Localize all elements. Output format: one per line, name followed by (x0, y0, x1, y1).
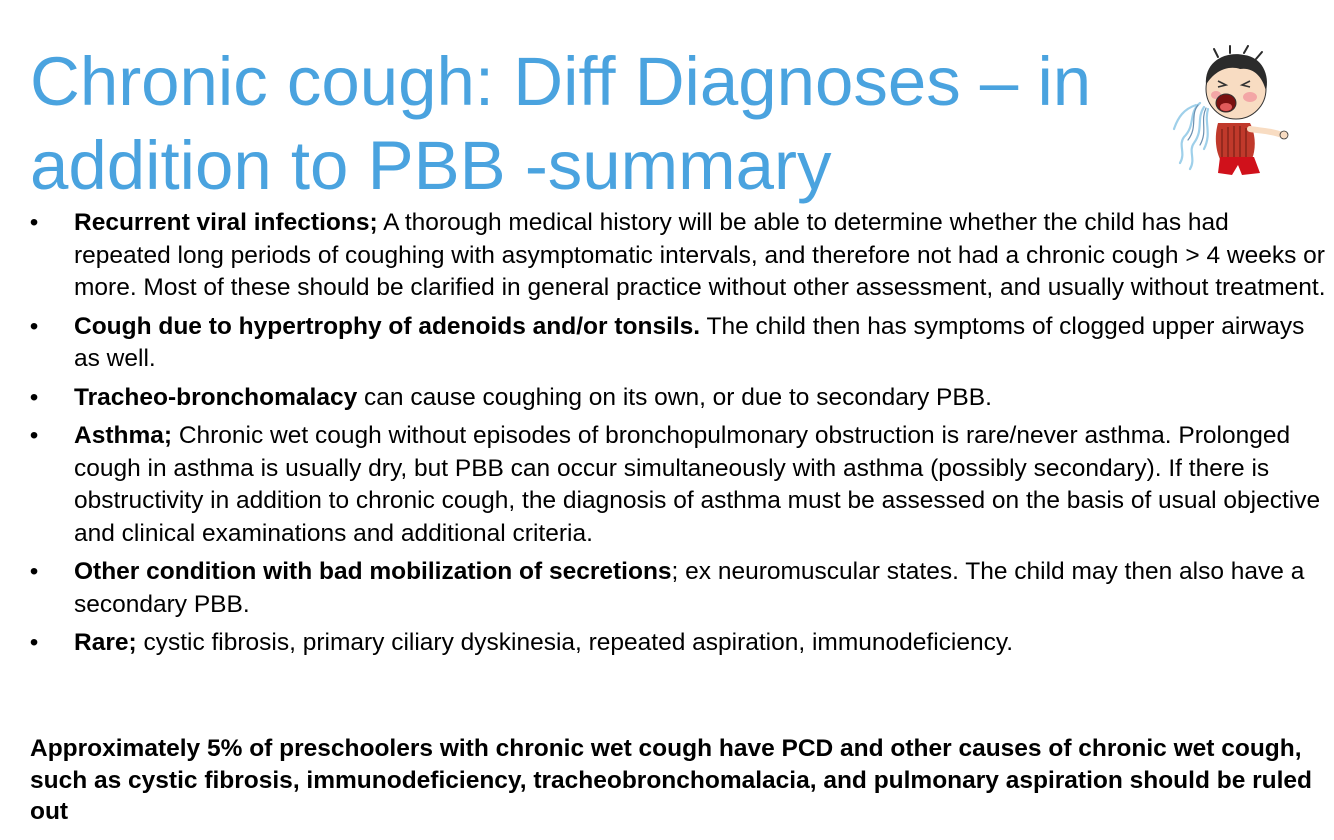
coughing-child-icon (1170, 45, 1292, 180)
bullet-lead: Rare; (74, 629, 137, 656)
bullet-marker: • (29, 629, 39, 656)
bullet-text: A thorough medical history will be able to determine whether the child has had repeated long periods of coughing with asymptomatic intervals, and therefore not had a chronic cough > 4 weeks or more. Most of these should be clarified in general practice without other assessment, and usually without treatment. (74, 209, 1326, 301)
bullet-item-other-condition (28, 556, 1328, 621)
slide-title-line-2: addition to PBB -summary (30, 127, 832, 204)
summary-statement: Approximately 5% of preschoolers with chronic wet cough have PCD and other causes of chronic wet cough, such as cystic fibrosis, immunodeficiency, tracheobronchomalacia, and pulmonary aspiration should be ruled out (30, 735, 1313, 825)
bullet-lead: Asthma; (74, 422, 173, 449)
bullet-item-rare (28, 627, 1328, 660)
bullet-marker: • (29, 422, 39, 449)
bullet-marker: • (29, 209, 39, 236)
bullet-item-tracheo-bronchomalacy (28, 382, 1328, 415)
bullet-marker: • (29, 383, 39, 411)
bullet-text: Chronic wet cough without episodes of bronchopulmonary obstruction is rare/never asthma. Prolonged cough in asthma is usually dry, but PBB can occur simultaneously with asthma (possibly secondary). If there is obstructivity in addition to chronic cough, the diagnosis of asthma must be assessed on the basis of usual objective and clinical examinations and additional criteria. (74, 422, 1321, 547)
bullet-text: can cause coughing on its own, or due to secondary PBB. (357, 383, 992, 411)
slide-title-line-1: Chronic cough: Diff Diagnoses – in (30, 43, 1092, 120)
bullet-text: cystic fibrosis, primary ciliary dyskinesia, repeated aspiration, immunodeficiency. (136, 629, 1014, 656)
bullet-text: ; ex neuromuscular states. The child may then also have a secondary PBB. (74, 558, 1305, 618)
bullet-marker: • (29, 312, 39, 340)
bullet-text: The child then has symptoms of clogged upper airways as well. (74, 312, 1305, 372)
bullet-lead: Other condition with bad mobilization of secretions (74, 558, 672, 585)
bullet-list (28, 207, 1328, 666)
bullet-marker: • (29, 558, 39, 585)
bullet-lead: Tracheo-bronchomalacy (74, 383, 358, 411)
bullet-item-asthma (28, 420, 1328, 550)
bullet-item-adenoids-tonsils (28, 311, 1328, 376)
bullet-item-recurrent-viral-infections (28, 207, 1328, 305)
slide-title (30, 40, 1170, 208)
bullet-lead: Recurrent viral infections; (74, 209, 378, 236)
bullet-lead: Cough due to hypertrophy of adenoids and/or tonsils. (74, 312, 701, 340)
